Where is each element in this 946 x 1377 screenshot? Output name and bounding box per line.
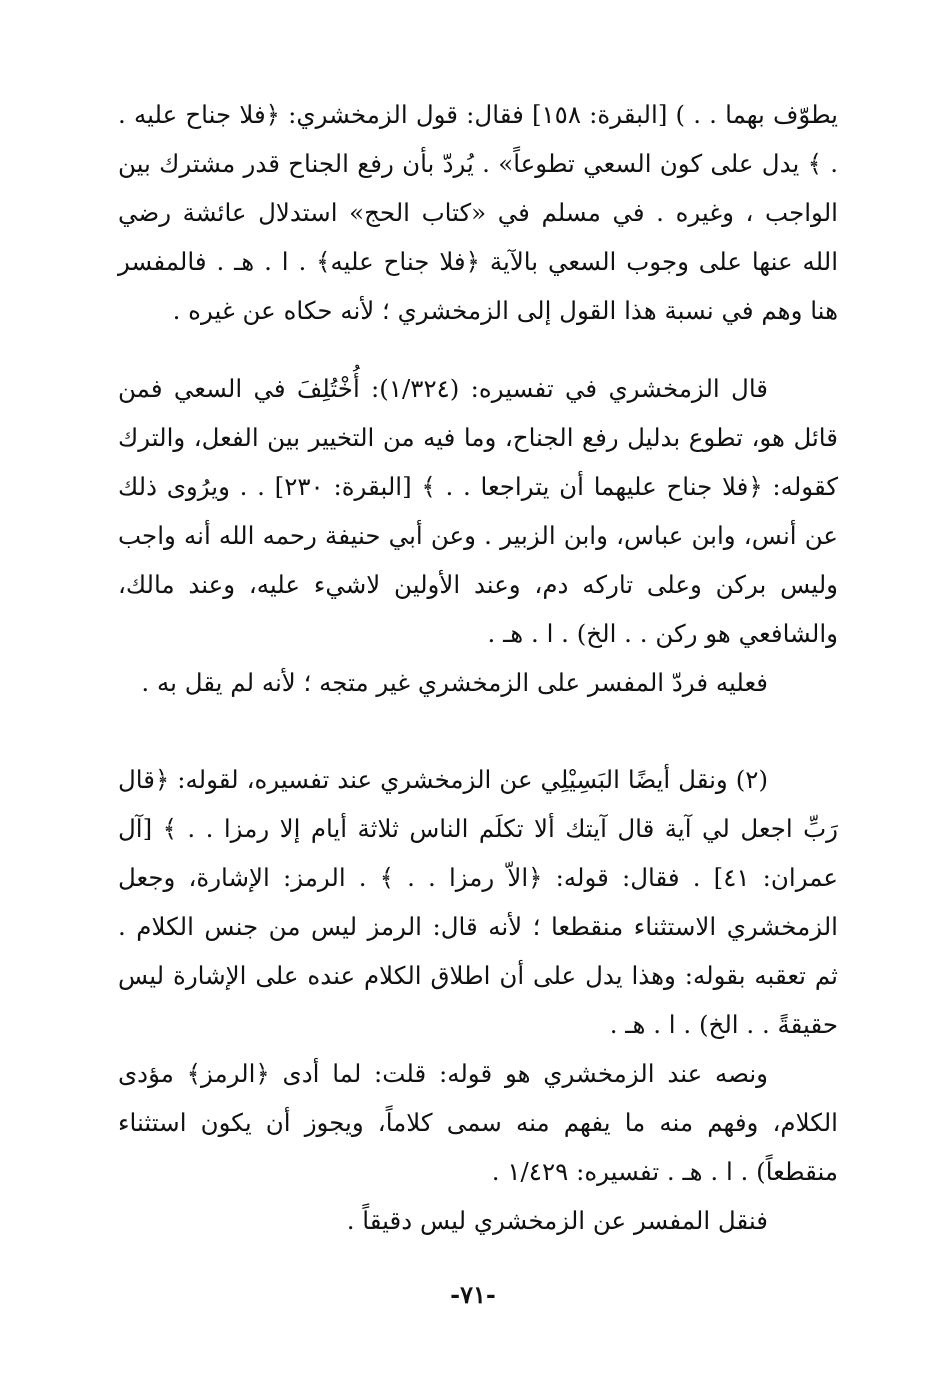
page-number: -٧١-	[450, 1280, 496, 1309]
paragraph-final-remark: فنقل المفسر عن الزمخشري ليس دقيقاً .	[346, 1206, 768, 1235]
page-body	[118, 90, 838, 1245]
paragraph-point-two: (٢) ونقل أيضًا البَسِيْلِي عن الزمخشري عند تفسيره، لقوله: ﴿قال رَبِّ اجعل لي آية قال آيتك ألا تكلَم الناس ثلاثة أيام إلا رمزا . . ﴾ [آل عمران: ٤١] . فقال: قوله: ﴿الاّ رمزا . . ﴾ . الرمز: الإشارة، وجعل الزمخشري الاستثناء منقطعا ؛ لأنه قال: الرمز ليس من جنس الكلام . ثم تعقبه بقوله: وهذا يدل على أن اطلاق الكلام عنده على الإشارة ليس حقيقةً . . الخ) . ا . هـ .	[118, 765, 838, 1039]
paragraph-original-text: ونصه عند الزمخشري هو قوله: قلت: لما أدى ﴿الرمز﴾ مؤدى الكلام، وفهم منه ما يفهم منه سمى كلاماً، ويجوز أن يكون استثناء منقطعاً) . ا . هـ . تفسيره: ١/٤٢٩ .	[118, 1059, 838, 1186]
paragraph-zamakhshari-quote: قال الزمخشري في تفسيره: (١/٣٢٤): أُخْتُلِفَ في السعي فمن قائل هو، تطوع بدليل رفع الجناح، وما فيه من التخيير بين الفعل، والترك كقوله: ﴿فلا جناح عليهما أن يتراجعا . . ﴾ [البقرة: ٢٣٠] . . ويرُوى ذلك عن أنس، وابن عباس، وابن الزبير . وعن أبي حنيفة رحمه الله أنه واجب وليس بركن وعلى تاركه دم، وعند الأولين لاشيء عليه، وعند مالك، والشافعي هو ركن . . الخ) . ا . هـ .	[118, 374, 838, 648]
paragraph-conclusion: فعليه فردّ المفسر على الزمخشري غير متجه ؛ لأنه لم يقل به .	[141, 668, 768, 697]
paragraph-continuation: يطوّف بهما . . ) [البقرة: ١٥٨] فقال: قول الزمخشري: ﴿فلا جناح عليه . . ﴾ يدل على كون السعي تطوعاً» . يُردّ بأن رفع الجناح قدر مشترك بين الواجب ، وغيره . في مسلم في «كتاب الحج» استدلال عائشة رضي الله عنها على وجوب السعي بالآية ﴿فلا جناح عليه﴾ . ا . هـ . فالمفسر هنا وهم في نسبة هذا القول إلى الزمخشري ؛ لأنه حكاه عن غيره .	[118, 100, 838, 325]
